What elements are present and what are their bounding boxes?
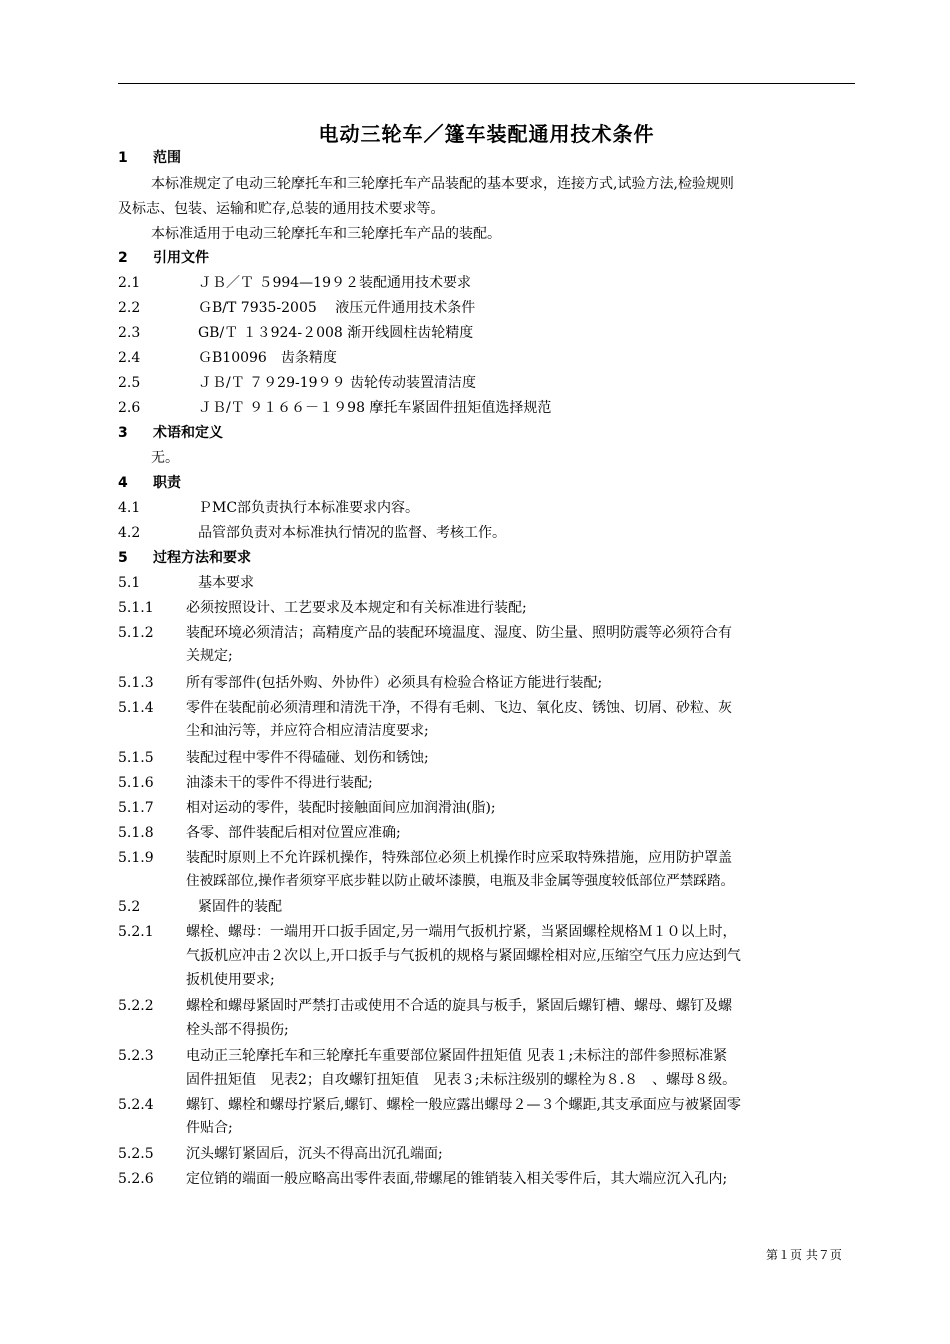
- item-number: 2.4: [118, 350, 141, 366]
- reference-item: ＪＢ/Ｔ ７９29-19９９ 齿轮传动装置清洁度: [198, 375, 476, 391]
- subsection-title: 基本要求: [198, 575, 254, 591]
- list-item: 电动正三轮摩托车和三轮摩托车重要部位紧固件扭矩值 见表１;未标注的部件参照标准紧: [186, 1048, 728, 1064]
- reference-item: ＧB10096 齿条精度: [198, 350, 337, 366]
- reference-item: ＪＢ／Ｔ ５994—19９２装配通用技术要求: [198, 275, 471, 291]
- section-2-heading: [118, 250, 209, 266]
- section-title: 术语和定义: [153, 425, 223, 441]
- item-number: 5.2.6: [118, 1171, 154, 1187]
- item-number: 2.2: [118, 300, 141, 316]
- list-item: 装配时原则上不允许踩机操作，特殊部位必须上机操作时应采取特殊措施，应用防护罩盖: [186, 850, 732, 866]
- list-item-continued: 件贴合;: [186, 1120, 233, 1136]
- section-title: 过程方法和要求: [153, 550, 251, 566]
- subsection-title: 紧固件的装配: [198, 899, 282, 915]
- list-item: 装配环境必须清洁；高精度产品的装配环境温度、湿度、防尘量、照明防震等必须符合有: [186, 625, 732, 641]
- list-item: 各零、部件装配后相对位置应准确;: [186, 825, 401, 841]
- item-number: 5.2.1: [118, 924, 154, 940]
- section-title: 引用文件: [153, 250, 209, 266]
- item-number: 4.2: [118, 525, 141, 541]
- paragraph: 及标志、包装、运输和贮存,总装的通用技术要求等。: [118, 201, 445, 217]
- list-item-continued: 扳机使用要求;: [186, 972, 275, 988]
- reference-item: ＧB/T 7935-2005 液压元件通用技术条件: [198, 300, 476, 316]
- section-5-heading: [118, 550, 251, 566]
- list-item: 必须按照设计、工艺要求及本规定和有关标准进行装配;: [186, 600, 527, 616]
- item-number: 2.5: [118, 375, 141, 391]
- list-item: 相对运动的零件，装配时接触面间应加润滑油(脂);: [186, 800, 496, 816]
- page-footer: 第１页 共７页: [766, 1248, 842, 1262]
- item-number: 5.2.2: [118, 998, 154, 1014]
- item-number: 2.6: [118, 400, 141, 416]
- section-title: 范围: [153, 150, 181, 166]
- paragraph: 本标准适用于电动三轮摩托车和三轮摩托车产品的装配。: [151, 226, 501, 242]
- reference-item: ＪＢ/Ｔ ９１６６－１９98 摩托车紧固件扭矩值选择规范: [198, 400, 552, 416]
- section-3-heading: [118, 425, 223, 441]
- item-number: 4.1: [118, 500, 141, 516]
- item-number: 5.1.7: [118, 800, 154, 816]
- item-number: 5.1.3: [118, 675, 154, 691]
- section-number: 2: [118, 250, 128, 266]
- section-1-heading: [118, 150, 181, 166]
- item-number: 2.1: [118, 275, 141, 291]
- section-number: 3: [118, 425, 128, 441]
- list-item-continued: 关规定;: [186, 648, 233, 664]
- list-item-continued: 气扳机应冲击２次以上,开口扳手与气扳机的规格与紧固螺栓相对应,压缩空气压力应达到气: [186, 948, 741, 964]
- item-number: 5.2.5: [118, 1146, 154, 1162]
- section-number: 4: [118, 475, 128, 491]
- paragraph: 本标准规定了电动三轮摩托车和三轮摩托车产品装配的基本要求，连接方式,试验方法,检验规则: [151, 176, 734, 192]
- section-4-heading: [118, 475, 181, 491]
- list-item: ＰMC部负责执行本标准要求内容。: [198, 500, 420, 516]
- list-item-continued: 住被踩部位,操作者须穿平底步鞋以防止破坏漆膜，电瓶及非金属等强度较低部位严禁踩踏。: [186, 873, 735, 889]
- item-number: 5.1: [118, 575, 141, 591]
- list-item: 螺钉、螺栓和螺母拧紧后,螺钉、螺栓一般应露出螺母２—３个螺距,其支承面应与被紧固零: [186, 1097, 741, 1113]
- list-item: 沉头螺钉紧固后，沉头不得高出沉孔端面;: [186, 1146, 443, 1162]
- list-item: 定位销的端面一般应略高出零件表面,带螺尾的锥销装入相关零件后，其大端应沉入孔内;: [186, 1171, 728, 1187]
- item-number: 5.1.8: [118, 825, 154, 841]
- document-title: 电动三轮车／篷车装配通用技术条件: [318, 122, 655, 146]
- item-number: 5.2: [118, 899, 141, 915]
- item-number: 5.1.5: [118, 750, 154, 766]
- list-item: 螺栓和螺母紧固时严禁打击或使用不合适的旋具与板手，紧固后螺钉槽、螺母、螺钉及螺: [186, 998, 732, 1014]
- list-item: 油漆未干的零件不得进行装配;: [186, 775, 373, 791]
- list-item: 螺栓、螺母：一端用开口扳手固定,另一端用气扳机拧紧，当紧固螺栓规格Ｍ１０以上时，: [186, 924, 737, 940]
- section-title: 职责: [153, 475, 181, 491]
- item-number: 5.1.2: [118, 625, 154, 641]
- item-number: 5.1.6: [118, 775, 154, 791]
- list-item-continued: 尘和油污等，并应符合相应清洁度要求;: [186, 723, 429, 739]
- reference-item: GB/Ｔ １３924-２008 渐开线圆柱齿轮精度: [198, 325, 474, 341]
- item-number: 5.1.1: [118, 600, 154, 616]
- list-item: 装配过程中零件不得磕碰、划伤和锈蚀;: [186, 750, 429, 766]
- list-item: 所有零部件(包括外购、外协件）必须具有检验合格证方能进行装配;: [186, 675, 603, 691]
- list-item: 品管部负责对本标准执行情况的监督、考核工作。: [198, 525, 506, 541]
- header-rule: [118, 83, 855, 84]
- section-number: 5: [118, 550, 128, 566]
- list-item: 零件在装配前必须清理和清洗干净，不得有毛刺、飞边、氧化皮、锈蚀、切屑、砂粒、灰: [186, 700, 732, 716]
- item-number: 2.3: [118, 325, 141, 341]
- item-number: 5.2.3: [118, 1048, 154, 1064]
- paragraph: 无。: [151, 450, 179, 466]
- list-item-continued: 栓头部不得损伤;: [186, 1022, 289, 1038]
- item-number: 5.1.4: [118, 700, 154, 716]
- item-number: 5.1.9: [118, 850, 154, 866]
- section-number: 1: [118, 150, 128, 166]
- item-number: 5.2.4: [118, 1097, 154, 1113]
- list-item-continued: 固件扭矩值 见表2；自攻螺钉扭矩值 见表３;未标注级别的螺栓为８.８ 、螺母８级。: [186, 1072, 737, 1088]
